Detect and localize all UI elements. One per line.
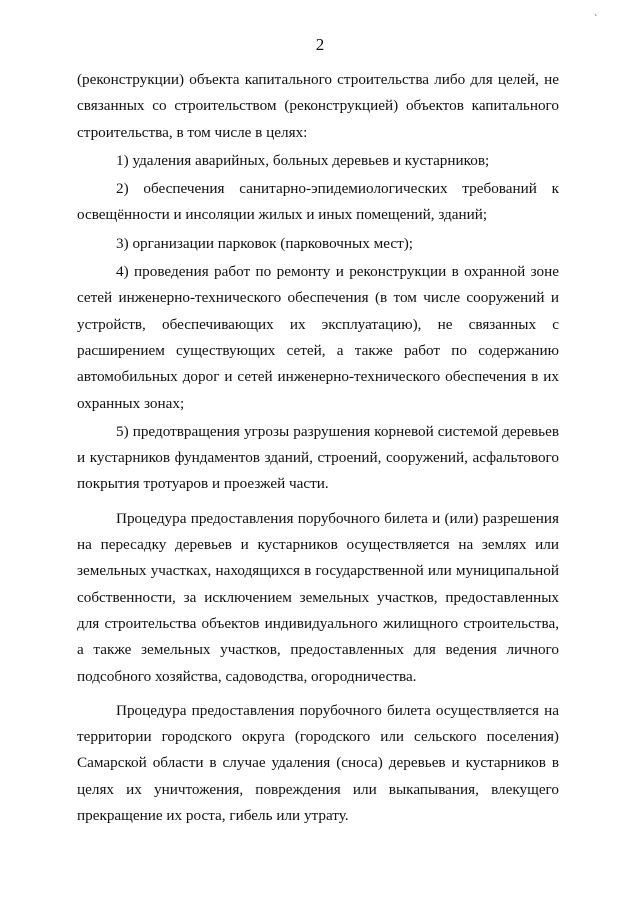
list-item-1: 1) удаления аварийных, больных деревьев и кустарников; <box>116 151 490 169</box>
list-item-2: 2) обеспечения санитарно-эпидемиологических требований к освещённости и инсоляции жилых и иных помещений, зданий; <box>77 180 559 224</box>
list-item-5: 5) предотвращения угрозы разрушения корневой системой деревьев и кустарников фундаментов зданий, строений, сооружений, асфальтового покрытия тротуаров и проезжей части. <box>77 422 559 493</box>
page-number: 2 <box>315 35 325 54</box>
list-item-4: 4) проведения работ по ремонту и реконструкции в охранной зоне сетей инженерно-технического обеспечения (в том числе сооружений и устройств, обеспечивающих их эксплуатацию), не связанных с расширением существующих сетей, а также работ по содержанию автомобильных дорог и сетей инженерно-технического обеспечения в их охранных зонах; <box>77 263 559 412</box>
paragraph-procedure-territory: Процедура предоставления порубочного билета осуществляется на территории городского округа (городского или сельского поселения) Самарской области в случае удаления (сноса) деревьев и кустарников в целях их уничтожения, повреждения или выкапывания, влекущего прекращение их роста, гибель или утрату. <box>77 701 559 825</box>
scan-mark: ` <box>594 14 598 25</box>
list-item-3: 3) организации парковок (парковочных мест); <box>116 234 414 252</box>
document-body <box>77 67 559 829</box>
paragraph-continuation: (реконструкции) объекта капитального строительства либо для целей, не связанных со строительством (реконструкцией) объектов капитального строительства, в том числе в целях: <box>77 71 559 141</box>
paragraph-procedure-scope: Процедура предоставления порубочного билета и (или) разрешения на пересадку деревьев и кустарников осуществляется на землях или земельных участках, находящихся в государственной или муниципальной собственности, за исключением земельных участков, предоставленных для строительства объектов индивидуального жилищного строительства, а также земельных участков, предоставленных для ведения личного подсобного хозяйства, садоводства, огородничества. <box>77 509 559 685</box>
